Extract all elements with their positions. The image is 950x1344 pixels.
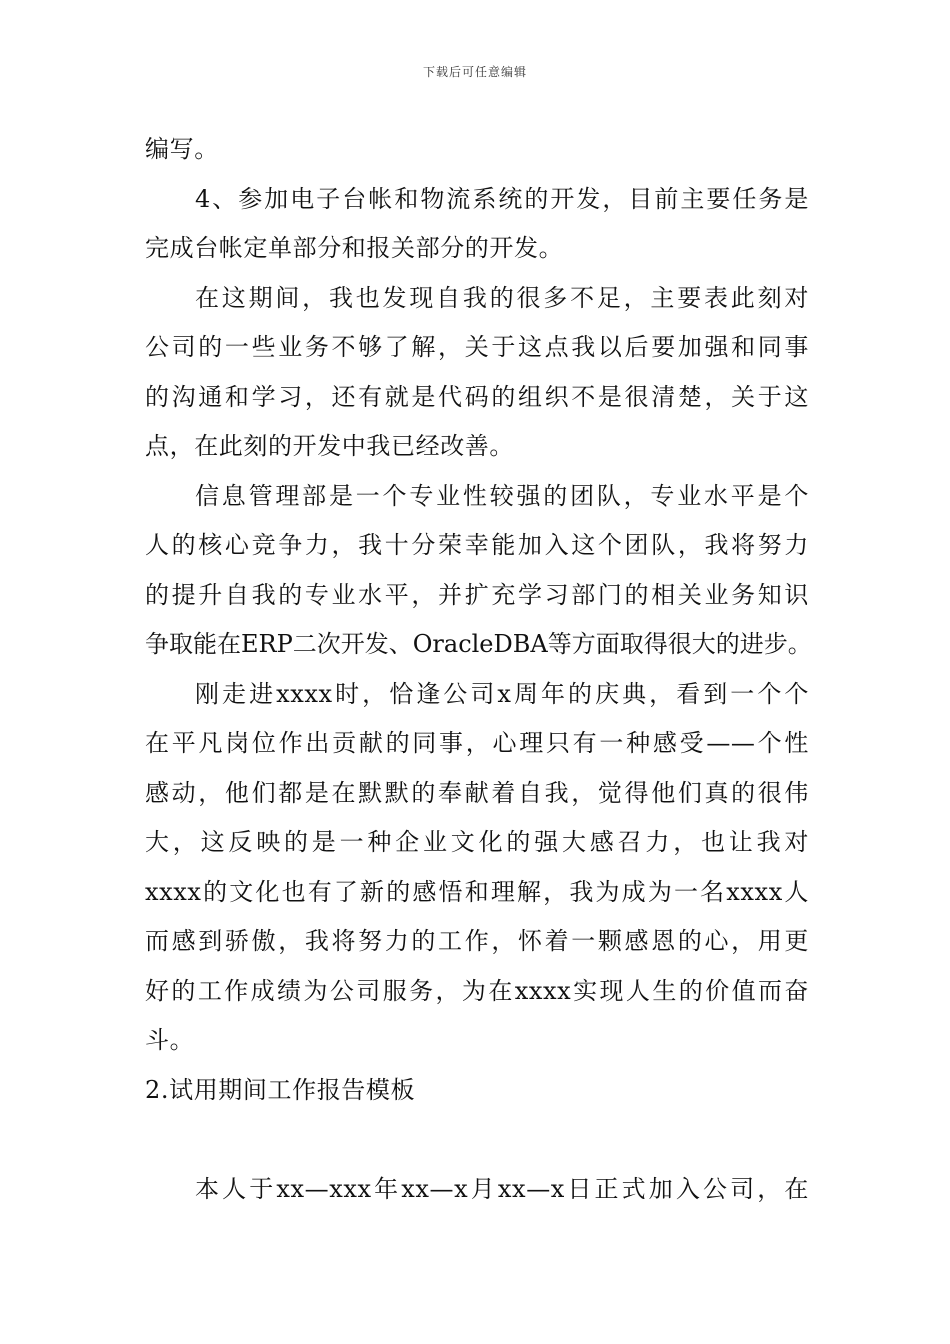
text-line: 的提升自我的专业水平，并扩充学习部门的相关业务知识 (145, 580, 809, 609)
blank-line (145, 1115, 809, 1165)
text-line: 点，在此刻的开发中我已经改善。 (145, 432, 514, 460)
text-line: 大，这反映的是一种企业文化的强大感召力，也让我对 (145, 828, 809, 856)
text-line: 编写。 (145, 135, 219, 163)
text-line: 好的工作成绩为公司服务，为在xxxx实现人生的价值而奋 (145, 976, 809, 1005)
text-line: xxxx的文化也有了新的感悟和理解，我为成为一名xxxx人 (145, 877, 809, 906)
text-line: 完成台帐定单部分和报关部分的开发。 (145, 234, 564, 262)
text-line: 信息管理部是一个专业性较强的团队，专业水平是个 (195, 481, 809, 510)
text-line: 而感到骄傲，我将努力的工作，怀着一颗感恩的心，用更 (145, 927, 809, 955)
text-line: 本人于xx—xxx年xx—x月xx—x日正式加入公司，在 (195, 1174, 809, 1203)
text-line: 争取能在ERP二次开发、OracleDBA等方面取得很大的进步。 (145, 630, 812, 658)
text-line: 感动，他们都是在默默的奉献着自我，觉得他们真的很伟 (145, 778, 809, 807)
text-line: 人的核心竞争力，我十分荣幸能加入这个团队，我将努力 (145, 531, 809, 559)
section-heading: 2.试用期间工作报告模板 (145, 1075, 416, 1104)
text-line: 斗。 (145, 1026, 195, 1054)
text-line: 刚走进xxxx时，恰逢公司x周年的庆典，看到一个个 (195, 679, 809, 708)
header-note: 下载后可任意编辑 (422, 65, 527, 79)
text-line: 公司的一些业务不够了解，关于这点我以后要加强和同事 (145, 333, 809, 361)
text-line: 在这期间，我也发现自我的很多不足，主要表此刻对 (195, 283, 809, 312)
text-line: 在平凡岗位作出贡献的同事，心理只有一种感受——个性 (145, 729, 809, 757)
document-body (145, 125, 812, 1214)
text-line: 的沟通和学习，还有就是代码的组织不是很清楚，关于这 (145, 382, 809, 411)
text-line: 4、参加电子台帐和物流系统的开发，目前主要任务是 (195, 184, 809, 213)
